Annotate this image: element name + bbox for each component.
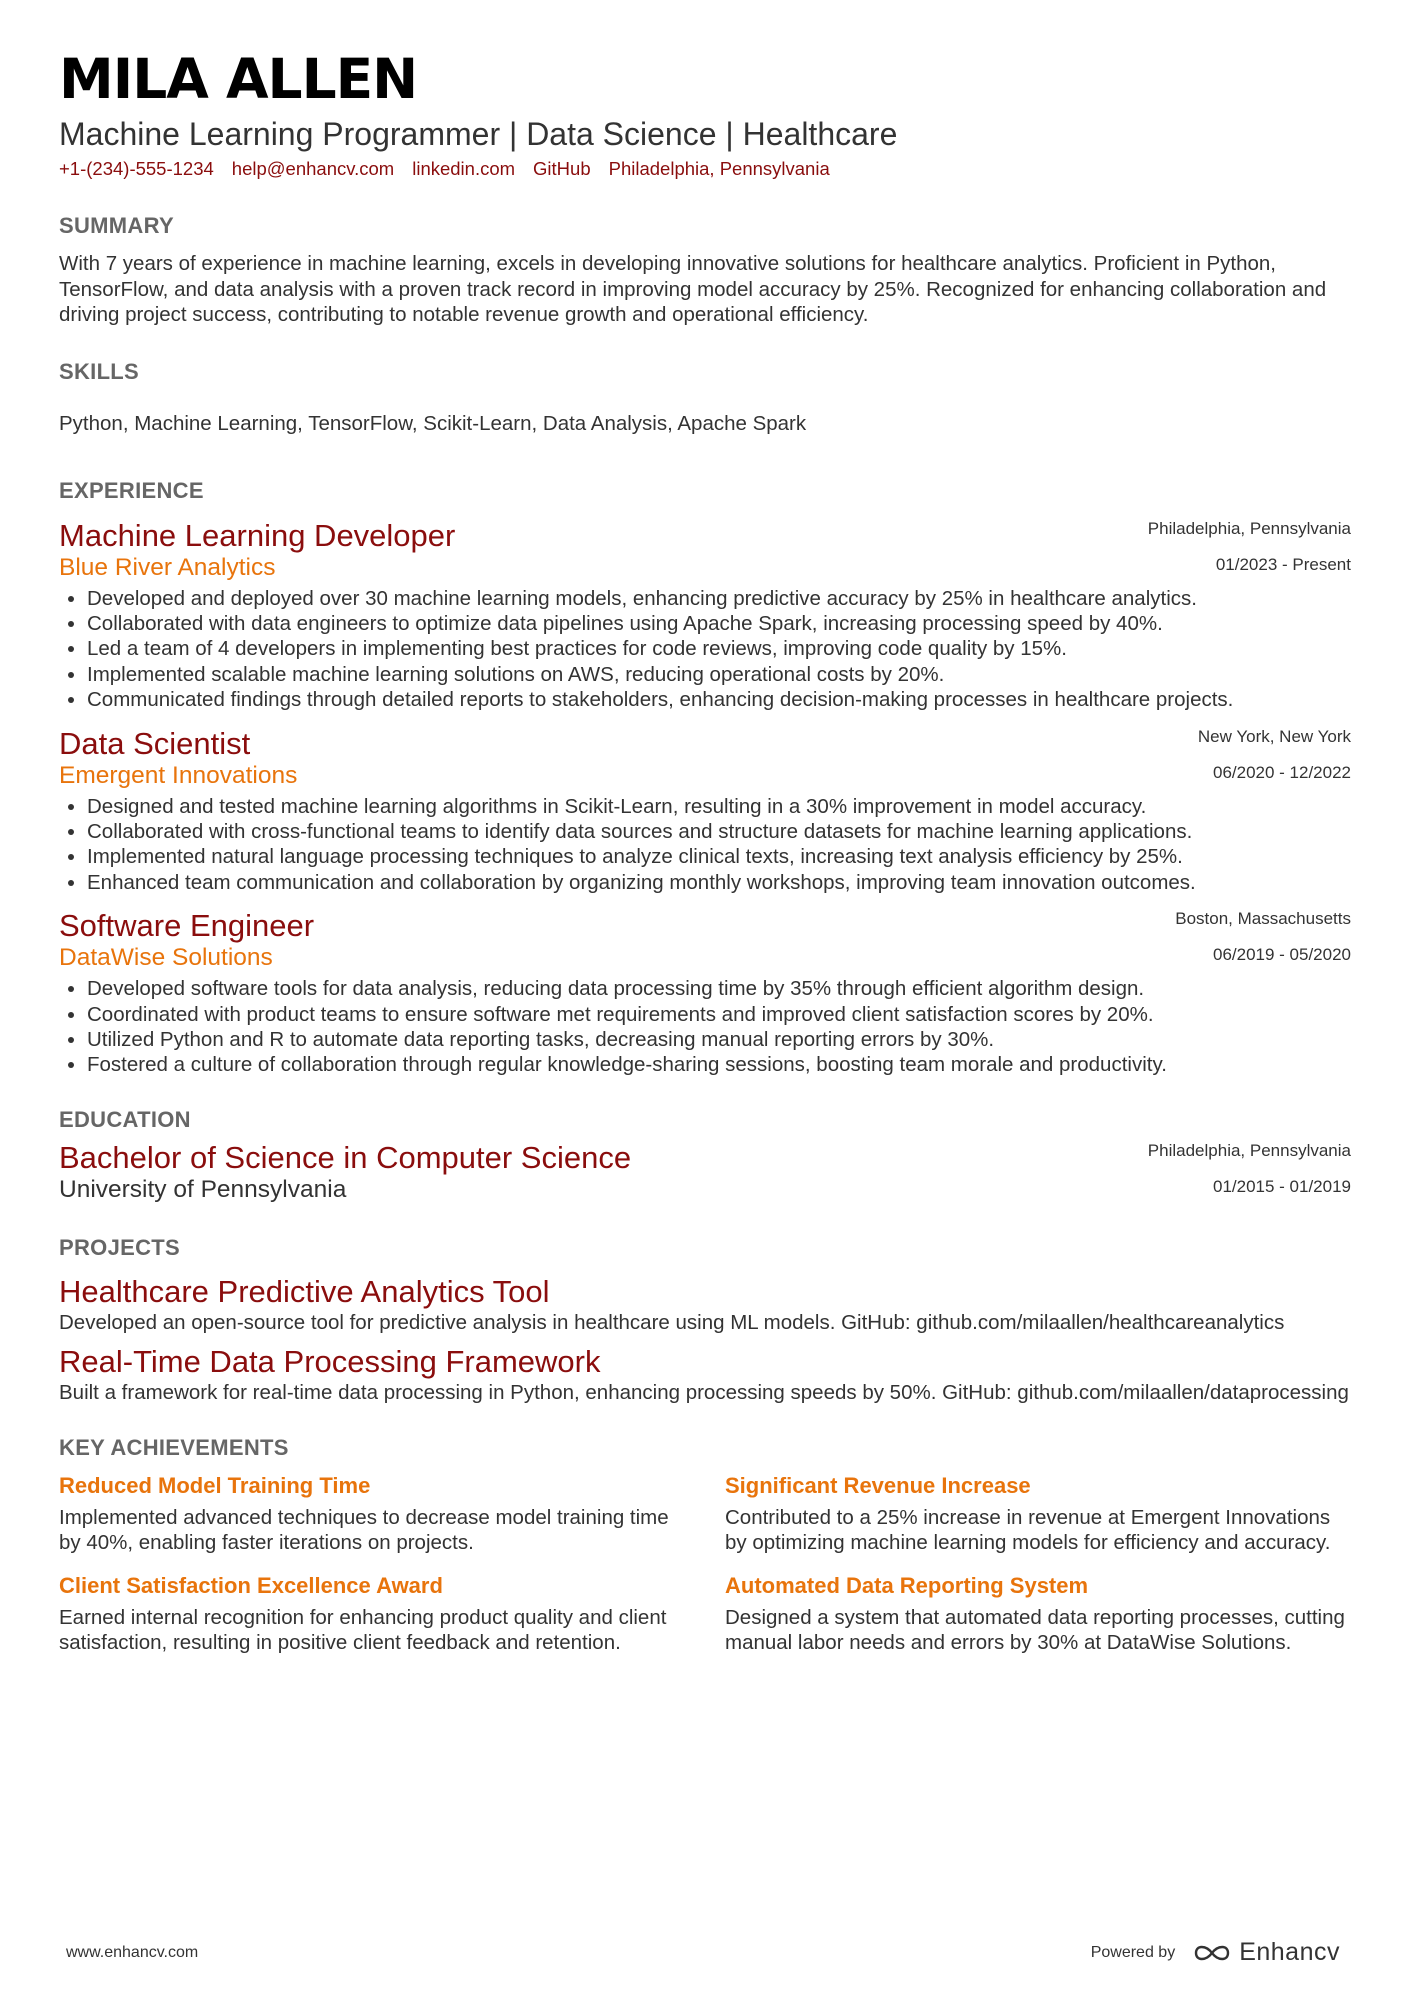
section-title-achievements: KEY ACHIEVEMENTS bbox=[59, 1434, 289, 1460]
bullet-item: • Implemented natural language processing techniques to analyze clinical texts, increasing text analysis efficiency by 25%. bbox=[87, 844, 1351, 869]
experience-entry bbox=[59, 518, 1351, 713]
job-title: Machine Learning Developer bbox=[59, 517, 456, 553]
company-name: Blue River Analytics bbox=[59, 553, 276, 581]
bullet-item: • Developed and deployed over 30 machine learning models, enhancing predictive accuracy by 25% in healthcare analytics. bbox=[87, 586, 1351, 611]
education-meta bbox=[1148, 1140, 1351, 1198]
experience-section bbox=[59, 477, 1351, 1078]
powered-by-label: Powered by bbox=[1090, 1943, 1176, 1961]
enhancv-logo-icon bbox=[1193, 1942, 1231, 1964]
achievement-title: Significant Revenue Increase bbox=[725, 1472, 1031, 1498]
achievement-description: Contributed to a 25% increase in revenue at Emergent Innovations by optimizing machine learning models for efficiency and accuracy. bbox=[725, 1505, 1331, 1555]
achievement-description: Implemented advanced techniques to decrease model training time by 40%, enabling faster iterations on projects. bbox=[59, 1505, 669, 1555]
bullet-item: • Designed and tested machine learning algorithms in Scikit-Learn, resulting in a 30% improvement in model accuracy. bbox=[87, 794, 1351, 819]
job-meta bbox=[1175, 908, 1351, 966]
candidate-name: MILA ALLEN bbox=[59, 47, 418, 111]
experience-entry bbox=[59, 908, 1351, 1078]
job-meta bbox=[1148, 518, 1351, 576]
summary-section bbox=[59, 212, 1351, 328]
job-dates: 06/2020 - 12/2022 bbox=[1212, 762, 1351, 782]
summary-text: With 7 years of experience in machine learning, excels in developing innovative solutions for healthcare analytics. Proficient in Python, TensorFlow, and data analysis with a proven track record in improving model accuracy by 25%. Recognized for enhancing collaboration and driving project success, contributing to notable revenue growth and operational efficiency. bbox=[59, 252, 1327, 326]
job-title: Data Scientist bbox=[59, 725, 251, 761]
project-title: Real-Time Data Processing Framework bbox=[59, 1344, 601, 1380]
footer-website[interactable]: www.enhancv.com bbox=[66, 1944, 199, 1961]
degree-title: Bachelor of Science in Computer Science bbox=[59, 1139, 632, 1175]
section-title-education: EDUCATION bbox=[59, 1106, 191, 1132]
project-description: Built a framework for real-time data processing in Python, enhancing processing speeds by 50%. GitHub: github.com/milaallen/dataprocessing bbox=[59, 1381, 1349, 1405]
footer-branding bbox=[1091, 1938, 1340, 1967]
job-bullets bbox=[59, 586, 1351, 713]
job-dates: 06/2019 - 05/2020 bbox=[1212, 945, 1351, 965]
contact-github[interactable]: GitHub bbox=[533, 158, 591, 179]
job-bullets bbox=[59, 976, 1351, 1078]
contact-bar bbox=[59, 157, 1351, 181]
job-meta bbox=[1198, 726, 1351, 784]
bullet-item: • Collaborated with cross-functional teams to identify data sources and structure datasets for machine learning applications. bbox=[87, 819, 1351, 844]
headline: Machine Learning Programmer | Data Science | Healthcare bbox=[59, 116, 898, 152]
brand-name: Enhancv bbox=[1239, 1938, 1340, 1966]
job-location: Philadelphia, Pennsylvania bbox=[1147, 518, 1351, 538]
achievement-item bbox=[725, 1572, 1345, 1656]
bullet-item: • Communicated findings through detailed reports to stakeholders, enhancing decision-making processes in healthcare projects. bbox=[87, 687, 1351, 712]
bullet-item: • Developed software tools for data analysis, reducing data processing time by 35% through efficient algorithm design. bbox=[87, 976, 1351, 1001]
project-title: Healthcare Predictive Analytics Tool bbox=[59, 1273, 550, 1309]
bullet-item: • Fostered a culture of collaboration through regular knowledge-sharing sessions, boosting team morale and productivity. bbox=[87, 1052, 1351, 1077]
skills-list: Python, Machine Learning, TensorFlow, Scikit-Learn, Data Analysis, Apache Spark bbox=[59, 411, 807, 435]
company-name: Emergent Innovations bbox=[59, 761, 298, 789]
achievements-section bbox=[59, 1434, 1351, 1656]
project-entry bbox=[59, 1344, 1351, 1406]
experience-entry bbox=[59, 726, 1351, 896]
achievement-item bbox=[59, 1572, 679, 1656]
project-entry bbox=[59, 1274, 1351, 1336]
job-location: Boston, Massachusetts bbox=[1175, 909, 1351, 929]
achievement-title: Reduced Model Training Time bbox=[59, 1472, 371, 1498]
contact-location: Philadelphia, Pennsylvania bbox=[608, 158, 830, 179]
achievement-description: Earned internal recognition for enhancing product quality and client satisfaction, resulting in positive client feedback and retention. bbox=[59, 1605, 667, 1655]
skills-section bbox=[59, 358, 1351, 437]
achievements-grid bbox=[59, 1472, 1351, 1656]
bullet-item: • Enhanced team communication and collaboration by organizing monthly workshops, improving team innovation outcomes. bbox=[87, 870, 1351, 895]
achievement-title: Automated Data Reporting System bbox=[725, 1572, 1089, 1598]
bullet-item: • Utilized Python and R to automate data reporting tasks, decreasing manual reporting errors by 30%. bbox=[87, 1027, 1351, 1052]
contact-linkedin[interactable]: linkedin.com bbox=[412, 158, 516, 179]
section-title-projects: PROJECTS bbox=[59, 1234, 180, 1260]
brand-logo[interactable] bbox=[1193, 1938, 1340, 1967]
education-section bbox=[59, 1106, 1351, 1205]
section-title-skills: SKILLS bbox=[59, 358, 140, 384]
project-description: Developed an open-source tool for predictive analysis in healthcare using ML models. GitHub: github.com/milaallen/healthcareanalytics bbox=[59, 1310, 1285, 1334]
achievement-item bbox=[59, 1472, 679, 1556]
achievement-title: Client Satisfaction Excellence Award bbox=[59, 1572, 443, 1598]
job-location: New York, New York bbox=[1197, 726, 1351, 746]
bullet-item: • Implemented scalable machine learning solutions on AWS, reducing operational costs by 20%. bbox=[87, 662, 1351, 687]
projects-section bbox=[59, 1234, 1351, 1406]
bullet-item: • Collaborated with data engineers to optimize data pipelines using Apache Spark, increasing processing speed by 40%. bbox=[87, 611, 1351, 636]
section-title-summary: SUMMARY bbox=[59, 213, 174, 238]
bullet-item: • Coordinated with product teams to ensure software met requirements and improved client satisfaction scores by 20%. bbox=[87, 1002, 1351, 1027]
contact-phone[interactable]: +1-(234)-555-1234 bbox=[59, 158, 214, 179]
job-title: Software Engineer bbox=[59, 908, 315, 944]
education-entry bbox=[59, 1140, 1351, 1205]
contact-email[interactable]: help@enhancv.com bbox=[231, 158, 395, 179]
job-bullets bbox=[59, 794, 1351, 896]
company-name: DataWise Solutions bbox=[59, 944, 273, 972]
section-title-experience: EXPERIENCE bbox=[59, 477, 204, 503]
school-name: University of Pennsylvania bbox=[59, 1175, 347, 1203]
education-dates: 01/2015 - 01/2019 bbox=[1212, 1176, 1351, 1196]
achievement-description: Designed a system that automated data reporting processes, cutting manual labor needs and errors by 30% at DataWise Solutions. bbox=[725, 1605, 1345, 1655]
bullet-item: • Led a team of 4 developers in implementing best practices for code reviews, improving code quality by 15%. bbox=[87, 636, 1351, 661]
education-location: Philadelphia, Pennsylvania bbox=[1147, 1140, 1351, 1160]
achievement-item bbox=[725, 1472, 1345, 1556]
job-dates: 01/2023 - Present bbox=[1215, 554, 1351, 574]
